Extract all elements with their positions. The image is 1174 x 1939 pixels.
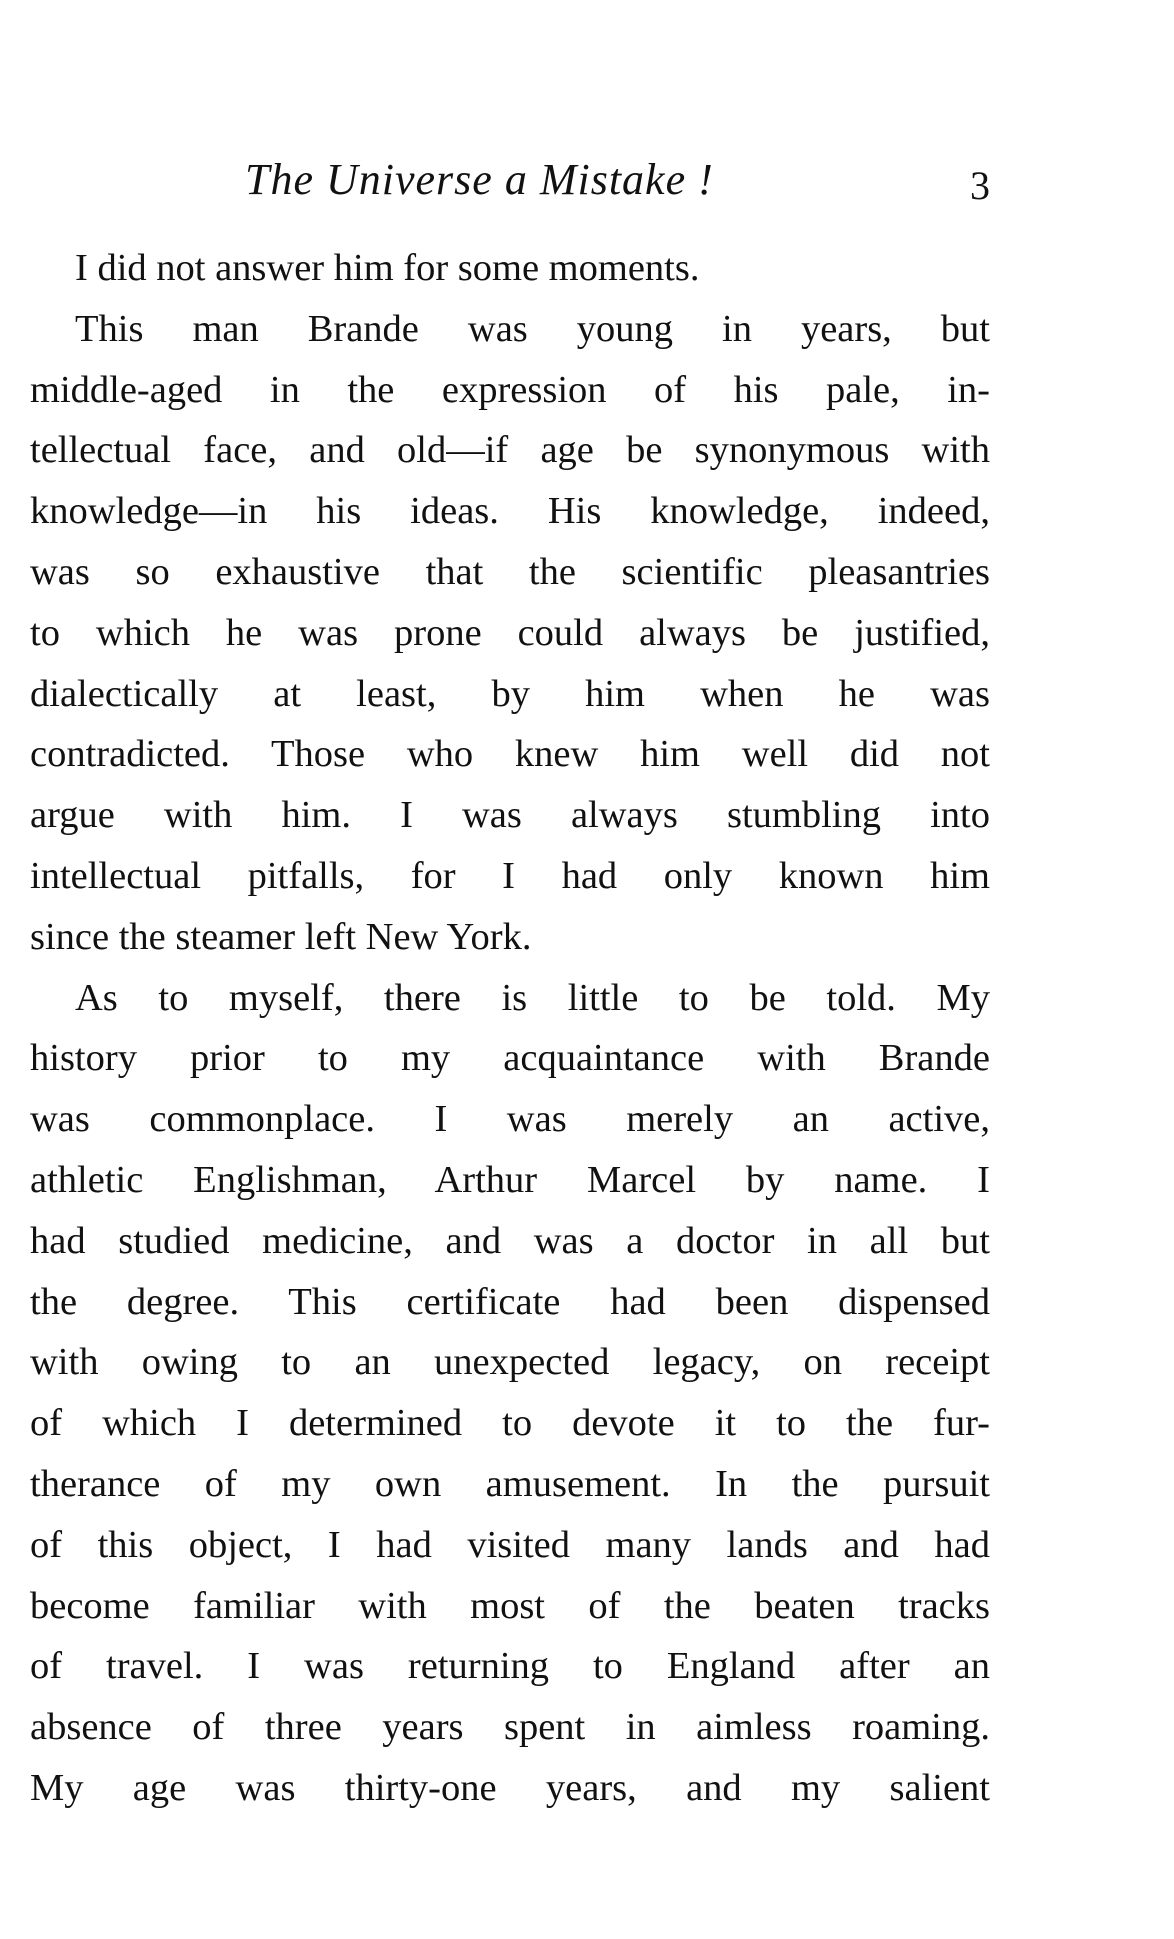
text-line: history prior to my acquaintance with Brande [30, 1037, 990, 1080]
text-line: dialectically at least, by him when he was [30, 672, 990, 715]
text-line: athletic Englishman, Arthur Marcel by name. I [30, 1158, 990, 1201]
text-line: the degree. This certificate had been dispensed [30, 1280, 990, 1323]
text-line: of travel. I was returning to England after an [30, 1645, 990, 1688]
text-line: with owing to an unexpected legacy, on receipt [30, 1341, 990, 1384]
body-text [30, 238, 990, 1819]
text-line: to which he was prone could always be justified, [30, 611, 990, 654]
text-line: This man Brande was young in years, but [75, 307, 990, 350]
text-line: since the steamer left New York. [30, 915, 532, 958]
text-line: tellectual face, and old—if age be synonymous with [30, 429, 990, 472]
text-line: argue with him. I was always stumbling into [30, 794, 990, 837]
text-line: absence of three years spent in aimless roaming. [30, 1706, 990, 1749]
text-line: of which I determined to devote it to the fur- [30, 1402, 990, 1445]
running-head [30, 150, 990, 210]
text-line: become familiar with most of the beaten tracks [30, 1584, 990, 1627]
text-line: therance of my own amusement. In the pursuit [30, 1462, 990, 1505]
text-line: middle-aged in the expression of his pale, in- [30, 368, 990, 411]
running-title: The Universe a Mistake ! [245, 155, 714, 204]
text-line: was so exhaustive that the scientific pleasantries [30, 550, 990, 593]
text-line: of this object, I had visited many lands and had [30, 1523, 990, 1566]
text-line: contradicted. Those who knew him well did not [30, 733, 990, 776]
text-line: My age was thirty-one years, and my salient [30, 1766, 990, 1809]
page-number: 3 [970, 163, 990, 208]
text-line: intellectual pitfalls, for I had only known him [30, 854, 990, 897]
text-line: As to myself, there is little to be told. My [75, 976, 990, 1019]
text-line: was commonplace. I was merely an active, [30, 1098, 990, 1141]
text-line: knowledge—in his ideas. His knowledge, indeed, [30, 490, 990, 533]
text-line: I did not answer him for some moments. [75, 247, 700, 289]
text-line: had studied medicine, and was a doctor in all but [30, 1219, 990, 1262]
